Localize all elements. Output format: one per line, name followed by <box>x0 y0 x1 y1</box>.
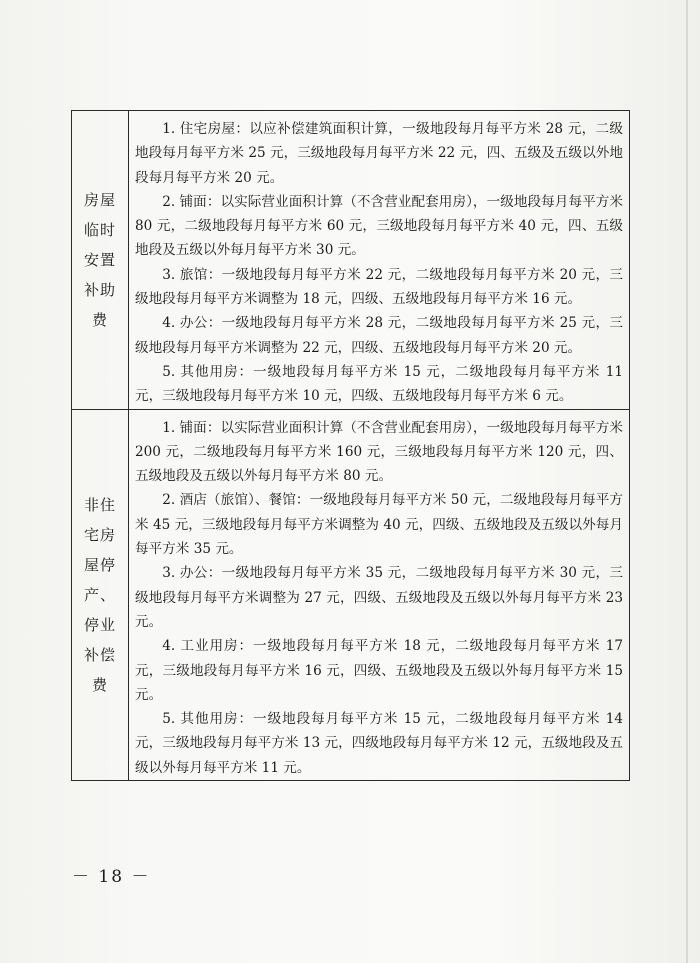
table-row-temporary-housing <box>72 111 630 410</box>
row-label-business-suspension: 非住宅房屋停产、停业补偿费 <box>83 495 116 694</box>
list-item: 4. 办公：一级地段每月每平方米 28 元，二级地段每月每平方米 25 元，三级地段每月每平方米调整为 22 元，四级、五级地段每月每平方米 20 元。 <box>135 315 623 356</box>
row-content-cell <box>129 409 630 780</box>
row-content-cell <box>129 111 630 410</box>
page-fold-edge <box>686 0 688 963</box>
list-item: 3. 旅馆：一级地段每月每平方米 22 元，二级地段每月每平方米 20 元，三级地段每月每平方米调整为 18 元，四级、五级地段每月每平方米 16 元。 <box>135 266 623 308</box>
row-label-cell <box>72 409 129 780</box>
list-item: 5. 其他用房：一级地段每月每平方米 15 元，二级地段每月每平方米 11 元，三级地段每月每平方米 10 元，四级、五级地段每月每平方米 6 元。 <box>135 363 623 405</box>
row-label-temporary-housing: 房屋临时安置补助费 <box>83 190 116 329</box>
list-item: 1. 住宅房屋：以应补偿建筑面积计算，一级地段每月每平方米 28 元，二级地段每月每平方米 25 元，三级地段每月每平方米 22 元，四、五级及五级以外地段每月每平方米 20 元。 <box>135 121 623 186</box>
list-item: 5. 其他用房：一级地段每月每平方米 15 元，二级地段每月每平方米 14 元，三级地段每月每平方米 13 元，四级地段每月每平方米 12 元，五级地段及五级以外每月每平方米 11 元。 <box>135 711 623 776</box>
list-item: 4. 工业用房：一级地段每月每平方米 18 元，二级地段每月每平方米 17 元，三级地段每月每平方米 16 元，四级、五级地段及五级以外每月每平方米 15 元。 <box>135 638 623 703</box>
row-label-cell <box>72 111 129 410</box>
list-item: 2. 酒店（旅馆）、餐馆：一级地段每月每平方米 50 元，二级地段每月每平方米 45 元，三级地段每月每平方米调整为 40 元，四级、五级地段及五级以外每月每平方米 35 元。 <box>135 492 623 558</box>
page-number: － 18 － <box>72 867 151 887</box>
compensation-fee-table <box>71 110 630 781</box>
table-row-business-suspension <box>72 409 630 780</box>
list-item: 1. 铺面：以实际营业面积计算（不含营业配套用房），一级地段每月每平方米 200 元，二级地段每月每平方米 160 元，三级地段每月每平方米 120 元，四、五级地段及五级以外每月每平方米 80 元。 <box>135 419 623 485</box>
list-item: 2. 铺面：以实际营业面积计算（不含营业配套用房），一级地段每月每平方米 80 元，二级地段每月每平方米 60 元，三级地段每月每平方米 40 元，四、五级地段及五级以外每月每平方米 30 元。 <box>135 193 623 259</box>
list-item: 3. 办公：一级地段每月每平方米 35 元，二级地段每月每平方米 30 元，三级地段每月每平方米调整为 27 元，四级、五级地段及五级以外每月每平方米 23 元。 <box>135 565 623 630</box>
